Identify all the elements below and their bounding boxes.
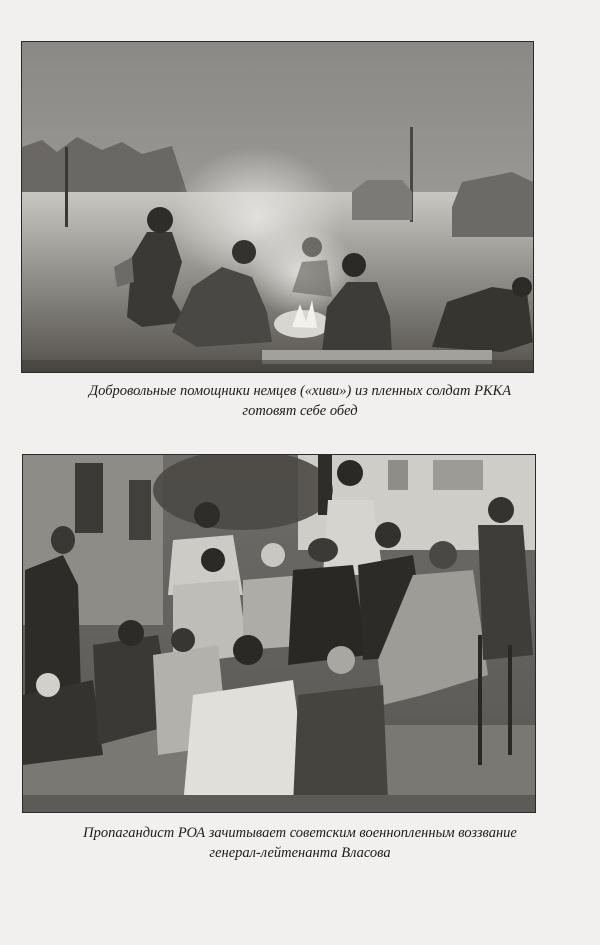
- photo-campfire: [21, 41, 534, 373]
- photo-prisoners-group: [22, 454, 536, 813]
- campfire-photo-illustration: [22, 42, 533, 372]
- photo-caption-prisoners: [0, 823, 600, 863]
- photo-caption-campfire: [0, 381, 600, 421]
- caption-line: Добровольные помощники немцев («хиви») из пленных солдат РККА: [88, 383, 512, 399]
- caption-line: готовят себе обед: [242, 403, 358, 419]
- caption-line: генерал-лейтенанта Власова: [209, 845, 391, 861]
- caption-line: Пропагандист РОА зачитывает советским военнопленным воззвание: [83, 825, 517, 841]
- prisoners-photo-illustration: [23, 455, 535, 812]
